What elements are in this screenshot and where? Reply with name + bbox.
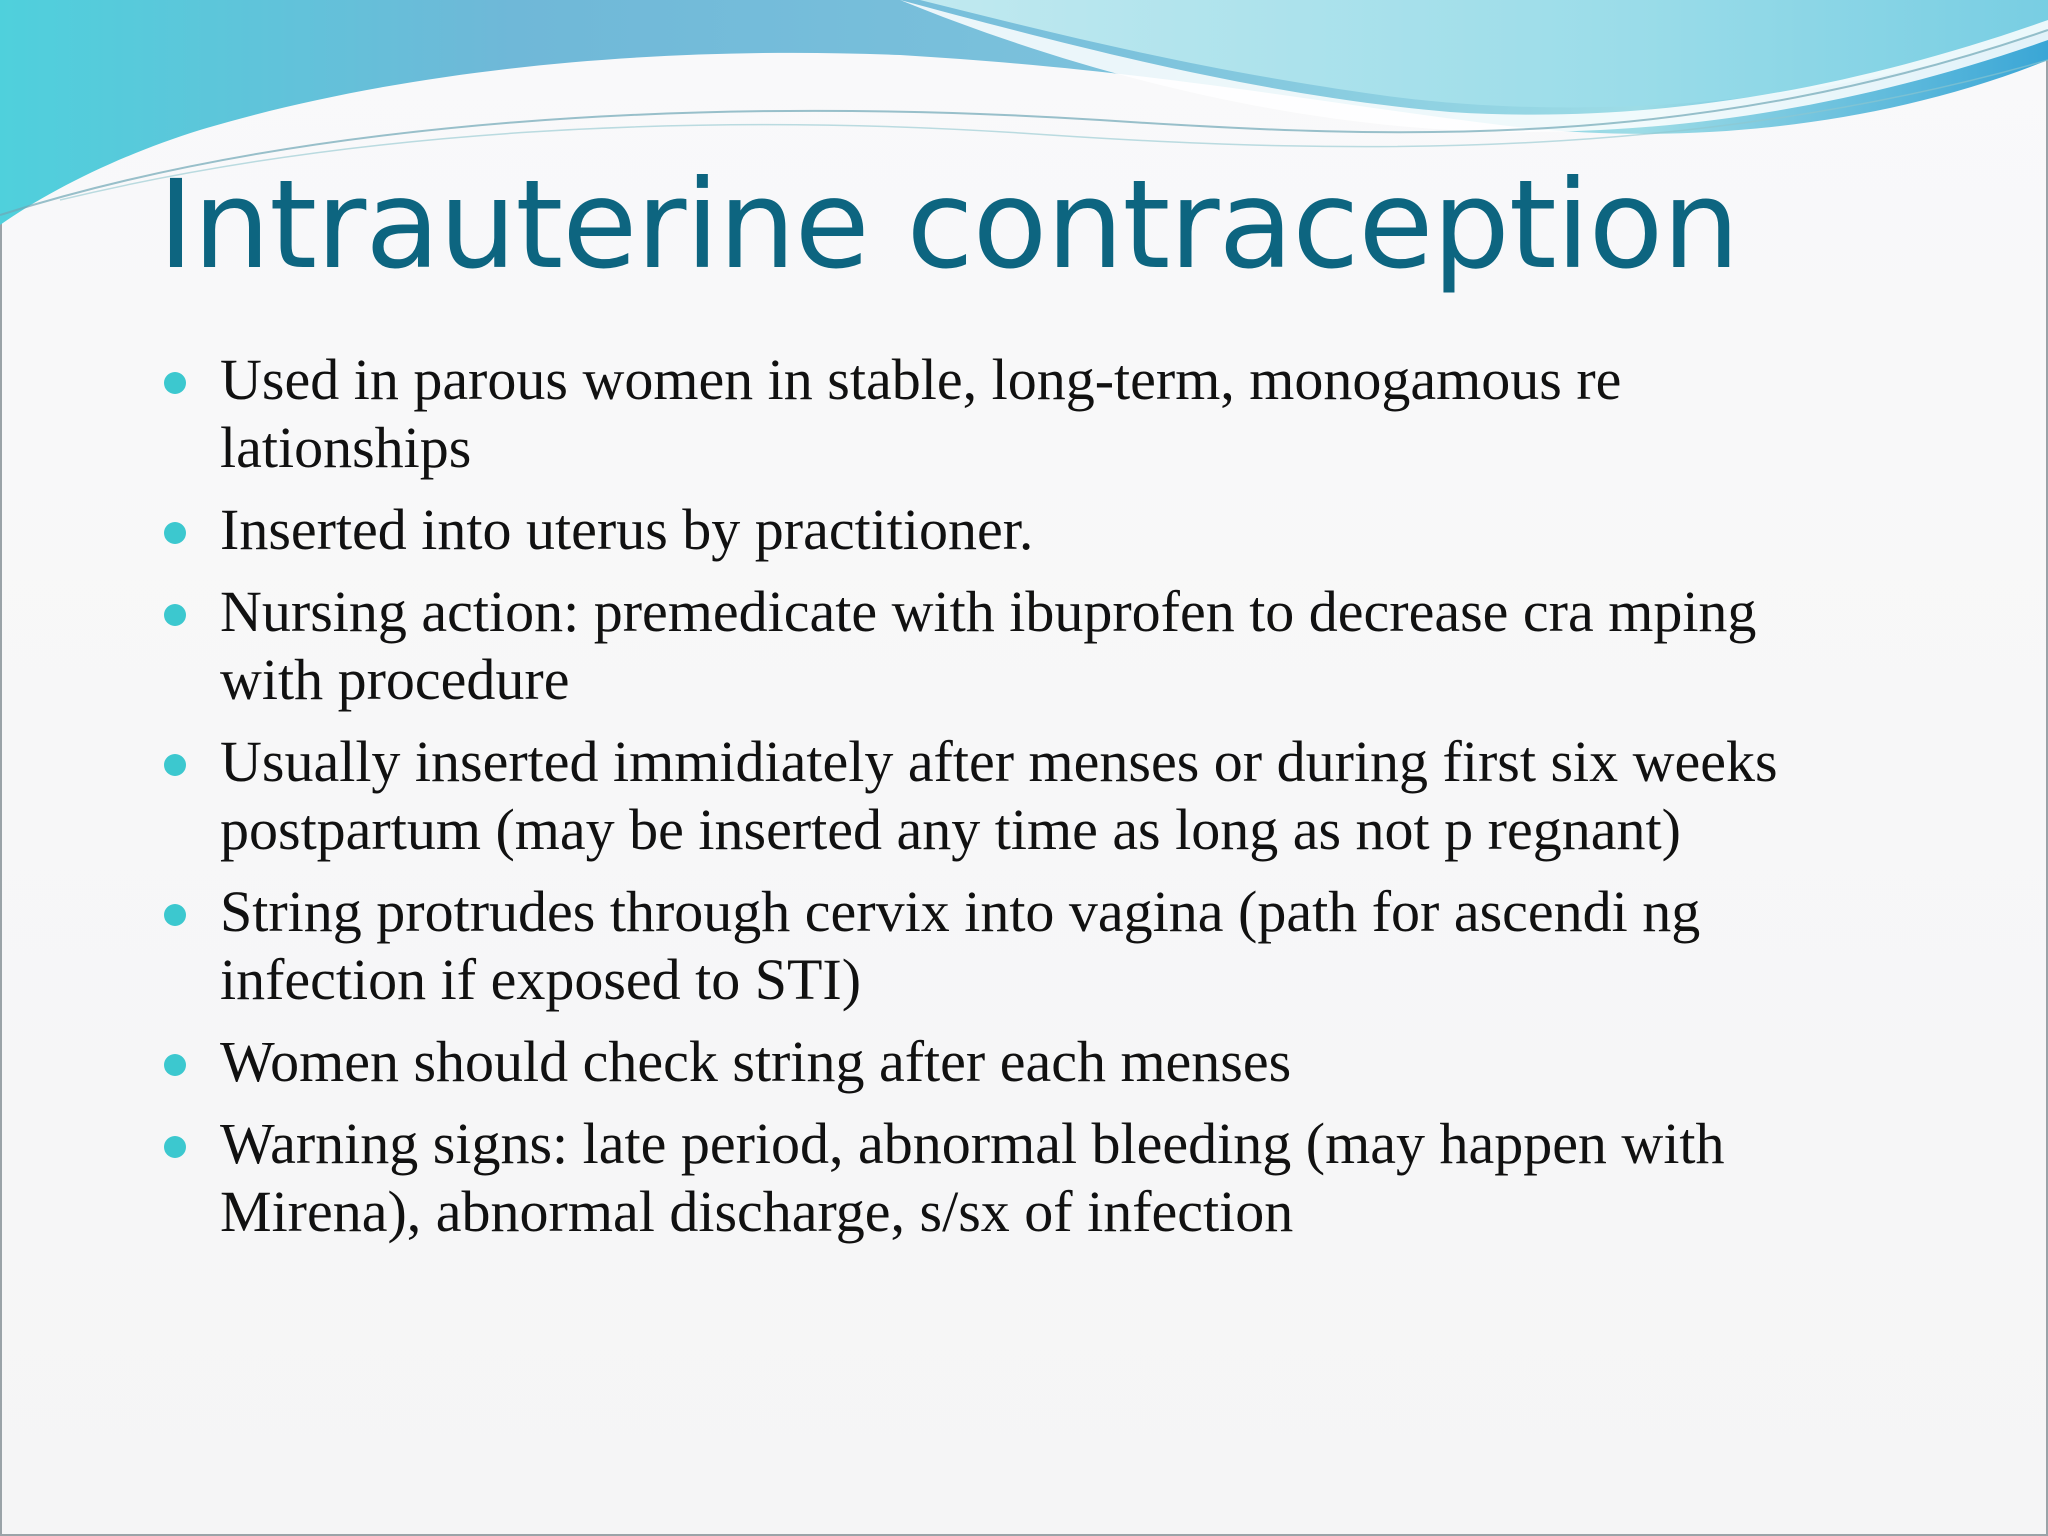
bullet-text: Used in parous women in stable, long-term, monogamous re lationships (220, 347, 1622, 480)
bullet-dot-icon (164, 604, 186, 626)
bullet-list (160, 346, 1860, 1260)
bullet-dot-icon (164, 904, 186, 926)
bullet-item (160, 346, 1860, 482)
bullet-text: Usually inserted immidiately after menses or during first six weeks postpartum (may be inserted any time as long as not p regnant) (220, 729, 1778, 862)
bullet-item (160, 578, 1860, 714)
bullet-text: Women should check string after each menses (220, 1029, 1292, 1094)
slide-title: Intrauterine contraception (158, 154, 1739, 296)
bullet-text: String protrudes through cervix into vagina (path for ascendi ng infection if exposed to STI) (220, 879, 1701, 1012)
bullet-item (160, 1028, 1860, 1096)
bullet-dot-icon (164, 372, 186, 394)
bullet-item (160, 1110, 1860, 1246)
bullet-item (160, 728, 1860, 864)
bullet-item (160, 878, 1860, 1014)
bullet-text: Warning signs: late period, abnormal bleeding (may happen with Mirena), abnormal discharge, s/sx of infection (220, 1111, 1725, 1244)
bullet-text: Inserted into uterus by practitioner. (220, 497, 1034, 562)
bullet-item (160, 496, 1860, 564)
bullet-dot-icon (164, 754, 186, 776)
bullet-dot-icon (164, 1136, 186, 1158)
bullet-text: Nursing action: premedicate with ibuprofen to decrease cra mping with procedure (220, 579, 1757, 712)
bullet-dot-icon (164, 1054, 186, 1076)
bullet-dot-icon (164, 522, 186, 544)
